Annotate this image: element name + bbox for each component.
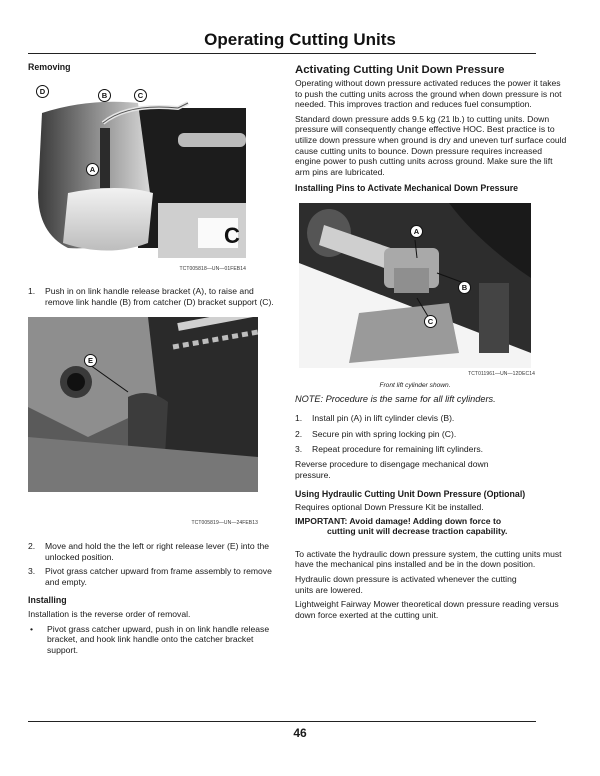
removing-heading: Removing bbox=[28, 62, 71, 72]
step-text: Pivot grass catcher upward from frame assembly to remove and empty. bbox=[45, 566, 272, 587]
pin-steps bbox=[295, 413, 567, 455]
callout-b: B bbox=[98, 89, 111, 102]
page-title: Operating Cutting Units bbox=[204, 30, 396, 49]
callout-e: E bbox=[84, 354, 97, 367]
step-item bbox=[28, 541, 276, 562]
installing-heading: Installing bbox=[28, 595, 67, 606]
hydraulic-heading: Using Hydraulic Cutting Unit Down Pressure (Optional) bbox=[295, 489, 526, 500]
step-item bbox=[295, 413, 567, 424]
installing-text: Installation is the reverse order of removal. bbox=[28, 608, 191, 619]
bullet-text: Pivot grass catcher upward, push in on link handle release bracket, and hook link handle onto the catcher bracket support. bbox=[47, 623, 270, 655]
callout-a: A bbox=[410, 225, 423, 238]
important-line-1: IMPORTANT: Avoid damage! Adding down force to bbox=[295, 515, 502, 526]
header-rule bbox=[28, 53, 536, 54]
bullet-mark: • bbox=[30, 623, 34, 634]
figure1-code: TCT005818—UN—01FEB14 bbox=[179, 265, 246, 272]
step-text: Repeat procedure for remaining lift cylinders. bbox=[312, 444, 484, 455]
figure-lift-cylinder bbox=[299, 203, 531, 368]
step-number: 2. bbox=[295, 428, 303, 439]
step-text: Secure pin with spring locking pin (C). bbox=[312, 428, 457, 439]
step-number: 1. bbox=[28, 286, 36, 297]
right-column bbox=[295, 64, 567, 620]
installing-bullet bbox=[28, 624, 276, 656]
callout-c: C bbox=[134, 89, 147, 102]
svg-text:C: C bbox=[224, 222, 240, 248]
step-item bbox=[28, 566, 276, 587]
figure3-code: TCT011961—UN—12DEC14 bbox=[468, 371, 535, 378]
step-text: Install pin (A) in lift cylinder clevis (B). bbox=[312, 413, 455, 424]
grass-catcher-illustration bbox=[28, 83, 246, 263]
step-number: 2. bbox=[28, 540, 36, 551]
pins-heading: Installing Pins to Activate Mechanical Down Pressure bbox=[295, 183, 519, 194]
activated-paragraph: Hydraulic down pressure is activated whenever the cutting units are lowered. bbox=[295, 574, 517, 595]
note-text: NOTE: Procedure is the same for all lift cylinders. bbox=[295, 393, 496, 404]
step-number: 1. bbox=[295, 413, 303, 424]
callout-a: A bbox=[86, 163, 99, 176]
release-lever-photo bbox=[28, 317, 258, 492]
important-notice bbox=[295, 516, 567, 537]
important-line-2: cutting unit will decrease traction capability. bbox=[327, 526, 508, 537]
intro-paragraph: Operating without down pressure activated reduces the power it takes to push the cutting units across the ground when down pressure is not needed. This improves traction and reduces fuel consumption. bbox=[295, 78, 562, 110]
standard-pressure-paragraph: Standard down pressure adds 9.5 kg (21 lb.) to cutting units. Down pressure will consequently change effective HOC. Best practice is to utilize down pressure when ground is dry and uneven turf surface could cause cutting units to bounce. Down pressure requires increased engine power to push cutting units across ground. Make sure the lift arm pins are lubricated. bbox=[295, 113, 567, 177]
activate-paragraph: To activate the hydraulic down pressure system, the cutting units must have the mechanical pins installed and be in the down position. bbox=[295, 548, 562, 570]
step-text: Push in on link handle release bracket (A), to raise and remove link handle (B) from catcher (D) bracket support (C). bbox=[45, 286, 274, 307]
page-number: 46 bbox=[293, 726, 307, 740]
step-item bbox=[28, 286, 276, 307]
requires-text: Requires optional Down Pressure Kit be installed. bbox=[295, 502, 484, 513]
left-column bbox=[28, 62, 276, 655]
step-number: 3. bbox=[295, 444, 303, 455]
figure3-caption: Front lift cylinder shown. bbox=[379, 381, 451, 389]
step-item bbox=[295, 429, 567, 440]
lightweight-paragraph: Lightweight Fairway Mower theoretical down pressure reading versus down force exerted at the cutting unit. bbox=[295, 599, 559, 620]
removing-steps-1 bbox=[28, 286, 276, 307]
callout-d: D bbox=[36, 85, 49, 98]
callout-c: C bbox=[424, 315, 437, 328]
reverse-text: Reverse procedure to disengage mechanical down pressure. bbox=[295, 458, 489, 480]
section-heading: Activating Cutting Unit Down Pressure bbox=[295, 64, 505, 76]
step-item bbox=[295, 444, 567, 455]
figure2-code: TCT005819—UN—24FEB13 bbox=[191, 520, 258, 527]
step-text: Move and hold the the left or right release lever (E) into the unlocked position. bbox=[45, 540, 270, 562]
figure-release-lever bbox=[28, 317, 258, 492]
figure-grass-catcher-bracket bbox=[28, 83, 246, 263]
removing-steps-2 bbox=[28, 541, 276, 587]
step-number: 3. bbox=[28, 566, 36, 577]
callout-b: B bbox=[458, 281, 471, 294]
footer-rule bbox=[28, 721, 536, 722]
